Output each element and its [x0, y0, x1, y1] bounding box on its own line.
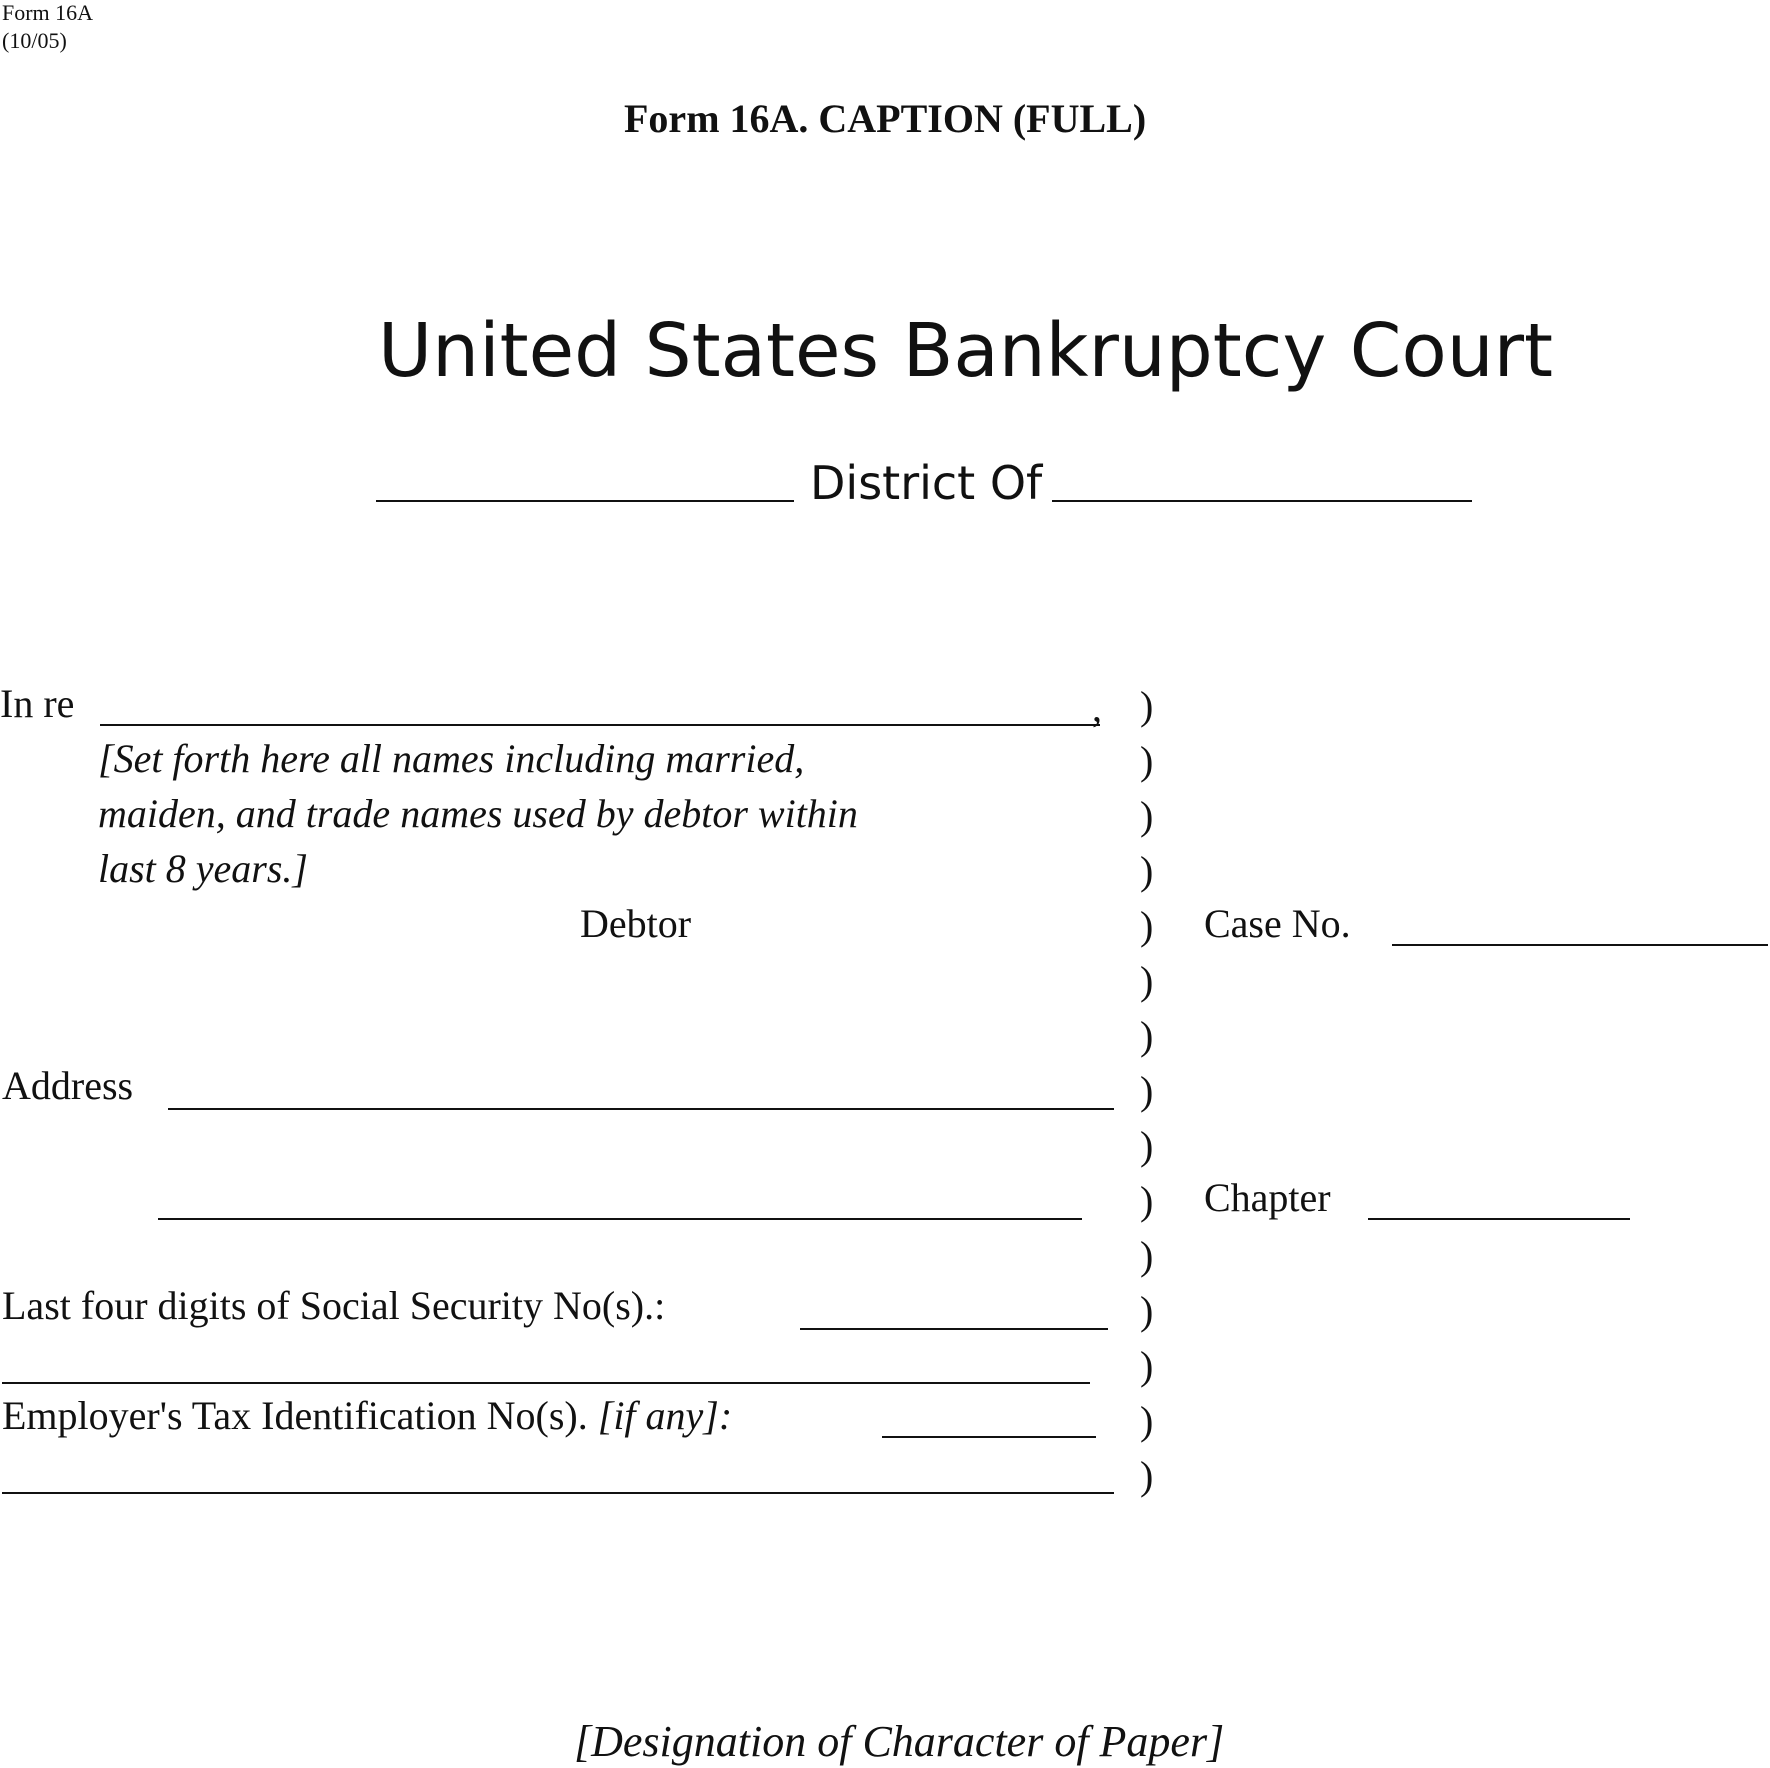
address-field-line-1[interactable]: [168, 1108, 1114, 1110]
form-revision: (10/05): [2, 28, 67, 53]
ein-label-text: Employer's Tax Identification No(s).: [2, 1393, 588, 1438]
district-field-left[interactable]: [376, 500, 794, 502]
ssn-field[interactable]: [800, 1328, 1108, 1330]
paren-12: ): [1140, 1288, 1154, 1333]
ein-field-continued[interactable]: [2, 1492, 1114, 1494]
ein-label: [2, 1392, 732, 1439]
paren-5: ): [1140, 903, 1154, 948]
address-label: Address: [2, 1063, 134, 1108]
ssn-label: Last four digits of Social Security No(s).:: [2, 1283, 666, 1328]
case-no-label: Case No.: [1204, 901, 1351, 946]
names-instruction-line-2: maiden, and trade names used by debtor within: [98, 791, 858, 836]
in-re-label: In re: [0, 681, 75, 726]
paren-9: ): [1140, 1123, 1154, 1168]
paren-7: ): [1140, 1013, 1154, 1058]
paren-6: ): [1140, 958, 1154, 1003]
paren-1: ): [1140, 683, 1154, 728]
chapter-label: Chapter: [1204, 1175, 1331, 1220]
paren-13: ): [1140, 1343, 1154, 1388]
debtor-label: Debtor: [580, 901, 692, 946]
paren-11: ): [1140, 1233, 1154, 1278]
in-re-comma: ,: [1092, 685, 1102, 730]
names-instruction-line-3: last 8 years.]: [98, 846, 308, 891]
ein-field[interactable]: [882, 1436, 1096, 1438]
paren-8: ): [1140, 1068, 1154, 1113]
paren-3: ): [1140, 793, 1154, 838]
paren-14: ): [1140, 1398, 1154, 1443]
debtor-name-field[interactable]: [100, 724, 1100, 726]
paren-10: ): [1140, 1178, 1154, 1223]
ssn-field-continued[interactable]: [2, 1382, 1090, 1384]
ein-optional-note: [if any]:: [597, 1393, 733, 1438]
form-id: Form 16A: [2, 0, 94, 25]
names-instruction-line-1: [Set forth here all names including married,: [98, 736, 805, 781]
paper-designation: [Designation of Character of Paper]: [574, 1717, 1225, 1766]
district-label: District Of: [810, 456, 1043, 510]
district-field-right[interactable]: [1052, 500, 1472, 502]
address-field-line-2[interactable]: [158, 1218, 1082, 1220]
form-title: Form 16A. CAPTION (FULL): [624, 96, 1147, 141]
paren-15: ): [1140, 1453, 1154, 1498]
case-no-field[interactable]: [1392, 944, 1768, 946]
paren-4: ): [1140, 848, 1154, 893]
court-name: United States Bankruptcy Court: [378, 308, 1554, 394]
chapter-field[interactable]: [1368, 1218, 1630, 1220]
paren-2: ): [1140, 738, 1154, 783]
